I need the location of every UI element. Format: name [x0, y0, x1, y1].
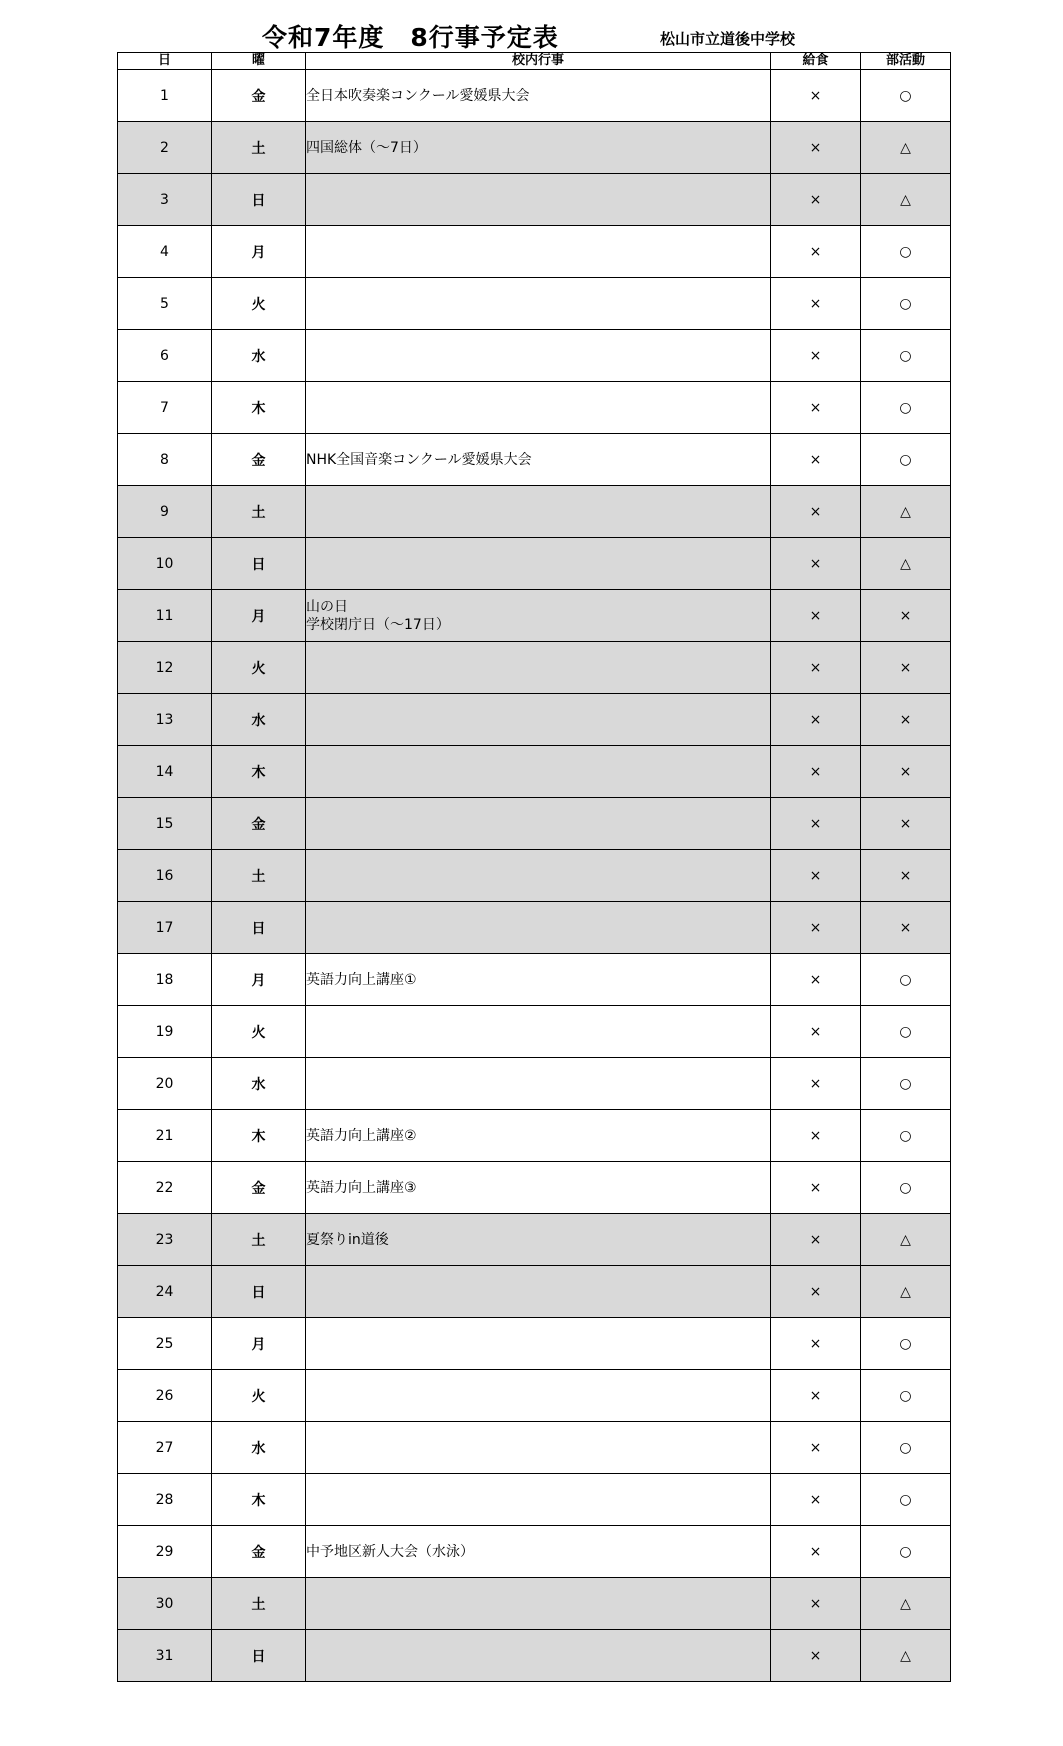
table-row	[118, 434, 951, 486]
events-cell	[306, 278, 771, 330]
event-text: 英語力向上講座①	[306, 971, 417, 988]
weekday-cell: 火	[212, 1006, 306, 1058]
club-cell: ×	[861, 798, 951, 850]
lunch-cell: ×	[771, 226, 861, 278]
table-row	[118, 1162, 951, 1214]
lunch-cell: ×	[771, 798, 861, 850]
club-cell: △	[861, 1630, 951, 1682]
day-cell: 14	[118, 746, 212, 798]
event-text: 中予地区新人大会（水泳）	[306, 1543, 474, 1560]
weekday-cell: 日	[212, 902, 306, 954]
day-cell: 7	[118, 382, 212, 434]
schedule-table	[117, 52, 951, 1682]
events-cell	[306, 798, 771, 850]
day-cell: 29	[118, 1526, 212, 1578]
school-name: 松山市立道後中学校	[660, 30, 796, 48]
table-row	[118, 1006, 951, 1058]
table-row	[118, 382, 951, 434]
table-row	[118, 1318, 951, 1370]
club-cell: ○	[861, 226, 951, 278]
events-cell	[306, 1630, 771, 1682]
table-row	[118, 1110, 951, 1162]
day-cell: 10	[118, 538, 212, 590]
club-cell: ○	[861, 1526, 951, 1578]
lunch-cell: ×	[771, 1526, 861, 1578]
table-row	[118, 330, 951, 382]
day-cell: 24	[118, 1266, 212, 1318]
events-cell	[306, 486, 771, 538]
table-row	[118, 798, 951, 850]
column-header-day: 日	[118, 53, 212, 70]
events-cell	[306, 1058, 771, 1110]
events-cell	[306, 1526, 771, 1578]
table-row	[118, 954, 951, 1006]
events-cell	[306, 226, 771, 278]
day-cell: 8	[118, 434, 212, 486]
lunch-cell: ×	[771, 278, 861, 330]
club-cell: ×	[861, 850, 951, 902]
lunch-cell: ×	[771, 954, 861, 1006]
events-cell	[306, 1214, 771, 1266]
club-cell: ○	[861, 278, 951, 330]
club-cell: △	[861, 122, 951, 174]
day-cell: 3	[118, 174, 212, 226]
events-cell	[306, 1266, 771, 1318]
club-cell: ○	[861, 434, 951, 486]
club-cell: ○	[861, 70, 951, 122]
event-text: 全日本吹奏楽コンクール愛媛県大会	[306, 87, 530, 104]
lunch-cell: ×	[771, 1162, 861, 1214]
lunch-cell: ×	[771, 382, 861, 434]
day-cell: 27	[118, 1422, 212, 1474]
event-text: 四国総体（～7日）	[306, 139, 427, 156]
weekday-cell: 月	[212, 954, 306, 1006]
club-cell: △	[861, 1578, 951, 1630]
table-row	[118, 538, 951, 590]
events-cell	[306, 954, 771, 1006]
club-cell: ×	[861, 642, 951, 694]
table-row	[118, 122, 951, 174]
lunch-cell: ×	[771, 1578, 861, 1630]
day-cell: 28	[118, 1474, 212, 1526]
weekday-cell: 水	[212, 694, 306, 746]
table-row	[118, 1214, 951, 1266]
club-cell: ×	[861, 746, 951, 798]
club-cell: ○	[861, 1318, 951, 1370]
events-cell	[306, 1578, 771, 1630]
day-cell: 2	[118, 122, 212, 174]
club-cell: △	[861, 538, 951, 590]
events-cell	[306, 642, 771, 694]
weekday-cell: 水	[212, 1422, 306, 1474]
table-row	[118, 1370, 951, 1422]
day-cell: 22	[118, 1162, 212, 1214]
weekday-cell: 日	[212, 174, 306, 226]
weekday-cell: 木	[212, 746, 306, 798]
weekday-cell: 日	[212, 538, 306, 590]
day-cell: 25	[118, 1318, 212, 1370]
day-cell: 1	[118, 70, 212, 122]
weekday-cell: 金	[212, 1526, 306, 1578]
weekday-cell: 金	[212, 70, 306, 122]
events-cell	[306, 1006, 771, 1058]
events-cell	[306, 122, 771, 174]
weekday-cell: 金	[212, 798, 306, 850]
club-cell: ○	[861, 1058, 951, 1110]
event-text: NHK全国音楽コンクール愛媛県大会	[306, 451, 532, 468]
events-cell	[306, 902, 771, 954]
club-cell: ○	[861, 1162, 951, 1214]
lunch-cell: ×	[771, 1474, 861, 1526]
event-text: 学校閉庁日（～17日）	[306, 616, 450, 633]
column-header-club: 部活動	[861, 53, 951, 70]
day-cell: 6	[118, 330, 212, 382]
header-row	[118, 53, 951, 70]
event-text: 山の日	[306, 598, 348, 615]
table-row	[118, 902, 951, 954]
events-cell	[306, 538, 771, 590]
club-cell: ×	[861, 902, 951, 954]
day-cell: 16	[118, 850, 212, 902]
day-cell: 20	[118, 1058, 212, 1110]
day-cell: 11	[118, 590, 212, 642]
lunch-cell: ×	[771, 642, 861, 694]
events-cell	[306, 1162, 771, 1214]
table-row	[118, 746, 951, 798]
day-cell: 19	[118, 1006, 212, 1058]
day-cell: 30	[118, 1578, 212, 1630]
weekday-cell: 土	[212, 486, 306, 538]
event-text: 英語力向上講座②	[306, 1127, 417, 1144]
table-row	[118, 1474, 951, 1526]
day-cell: 21	[118, 1110, 212, 1162]
lunch-cell: ×	[771, 850, 861, 902]
day-cell: 5	[118, 278, 212, 330]
table-row	[118, 1266, 951, 1318]
events-cell	[306, 1422, 771, 1474]
lunch-cell: ×	[771, 122, 861, 174]
lunch-cell: ×	[771, 174, 861, 226]
column-header-events: 校内行事	[306, 53, 771, 70]
lunch-cell: ×	[771, 1266, 861, 1318]
table-row	[118, 226, 951, 278]
club-cell: ○	[861, 330, 951, 382]
club-cell: △	[861, 1214, 951, 1266]
events-cell	[306, 330, 771, 382]
weekday-cell: 水	[212, 330, 306, 382]
weekday-cell: 土	[212, 1578, 306, 1630]
page-title: 令和7年度 8行事予定表	[262, 23, 559, 52]
day-cell: 18	[118, 954, 212, 1006]
weekday-cell: 土	[212, 850, 306, 902]
table-row	[118, 1578, 951, 1630]
events-cell	[306, 694, 771, 746]
club-cell: ○	[861, 382, 951, 434]
club-cell: ×	[861, 694, 951, 746]
weekday-cell: 日	[212, 1266, 306, 1318]
weekday-cell: 土	[212, 1214, 306, 1266]
weekday-cell: 金	[212, 434, 306, 486]
table-row	[118, 486, 951, 538]
table-row	[118, 1526, 951, 1578]
day-cell: 12	[118, 642, 212, 694]
weekday-cell: 火	[212, 278, 306, 330]
lunch-cell: ×	[771, 1214, 861, 1266]
day-cell: 13	[118, 694, 212, 746]
events-cell	[306, 1110, 771, 1162]
lunch-cell: ×	[771, 590, 861, 642]
day-cell: 4	[118, 226, 212, 278]
lunch-cell: ×	[771, 1110, 861, 1162]
lunch-cell: ×	[771, 434, 861, 486]
club-cell: △	[861, 174, 951, 226]
lunch-cell: ×	[771, 538, 861, 590]
table-row	[118, 694, 951, 746]
lunch-cell: ×	[771, 70, 861, 122]
weekday-cell: 木	[212, 1110, 306, 1162]
weekday-cell: 金	[212, 1162, 306, 1214]
events-cell	[306, 590, 771, 642]
column-header-weekday: 曜	[212, 53, 306, 70]
lunch-cell: ×	[771, 1630, 861, 1682]
weekday-cell: 月	[212, 226, 306, 278]
lunch-cell: ×	[771, 1370, 861, 1422]
day-cell: 31	[118, 1630, 212, 1682]
lunch-cell: ×	[771, 902, 861, 954]
club-cell: ○	[861, 1422, 951, 1474]
club-cell: △	[861, 486, 951, 538]
events-cell	[306, 746, 771, 798]
day-cell: 15	[118, 798, 212, 850]
events-cell	[306, 382, 771, 434]
events-cell	[306, 1370, 771, 1422]
lunch-cell: ×	[771, 1006, 861, 1058]
club-cell: ○	[861, 1474, 951, 1526]
schedule-body	[118, 70, 951, 1682]
table-row	[118, 1422, 951, 1474]
table-row	[118, 590, 951, 642]
table-row	[118, 850, 951, 902]
weekday-cell: 水	[212, 1058, 306, 1110]
lunch-cell: ×	[771, 330, 861, 382]
day-cell: 9	[118, 486, 212, 538]
weekday-cell: 火	[212, 1370, 306, 1422]
table-row	[118, 174, 951, 226]
club-cell: ○	[861, 1110, 951, 1162]
table-row	[118, 278, 951, 330]
club-cell: ○	[861, 1006, 951, 1058]
events-cell	[306, 850, 771, 902]
day-cell: 26	[118, 1370, 212, 1422]
table-row	[118, 1630, 951, 1682]
events-cell	[306, 174, 771, 226]
club-cell: △	[861, 1266, 951, 1318]
table-row	[118, 70, 951, 122]
weekday-cell: 月	[212, 1318, 306, 1370]
table-row	[118, 642, 951, 694]
club-cell: ○	[861, 954, 951, 1006]
table-row	[118, 1058, 951, 1110]
club-cell: ○	[861, 1370, 951, 1422]
column-header-lunch: 給食	[771, 53, 861, 70]
lunch-cell: ×	[771, 746, 861, 798]
lunch-cell: ×	[771, 1318, 861, 1370]
day-cell: 17	[118, 902, 212, 954]
lunch-cell: ×	[771, 486, 861, 538]
lunch-cell: ×	[771, 1422, 861, 1474]
lunch-cell: ×	[771, 694, 861, 746]
club-cell: ×	[861, 590, 951, 642]
events-cell	[306, 1474, 771, 1526]
events-cell	[306, 70, 771, 122]
events-cell	[306, 1318, 771, 1370]
events-cell	[306, 434, 771, 486]
event-text: 夏祭りin道後	[306, 1231, 389, 1248]
weekday-cell: 木	[212, 1474, 306, 1526]
event-text: 英語力向上講座③	[306, 1179, 417, 1196]
day-cell: 23	[118, 1214, 212, 1266]
weekday-cell: 木	[212, 382, 306, 434]
lunch-cell: ×	[771, 1058, 861, 1110]
weekday-cell: 日	[212, 1630, 306, 1682]
weekday-cell: 土	[212, 122, 306, 174]
weekday-cell: 火	[212, 642, 306, 694]
weekday-cell: 月	[212, 590, 306, 642]
